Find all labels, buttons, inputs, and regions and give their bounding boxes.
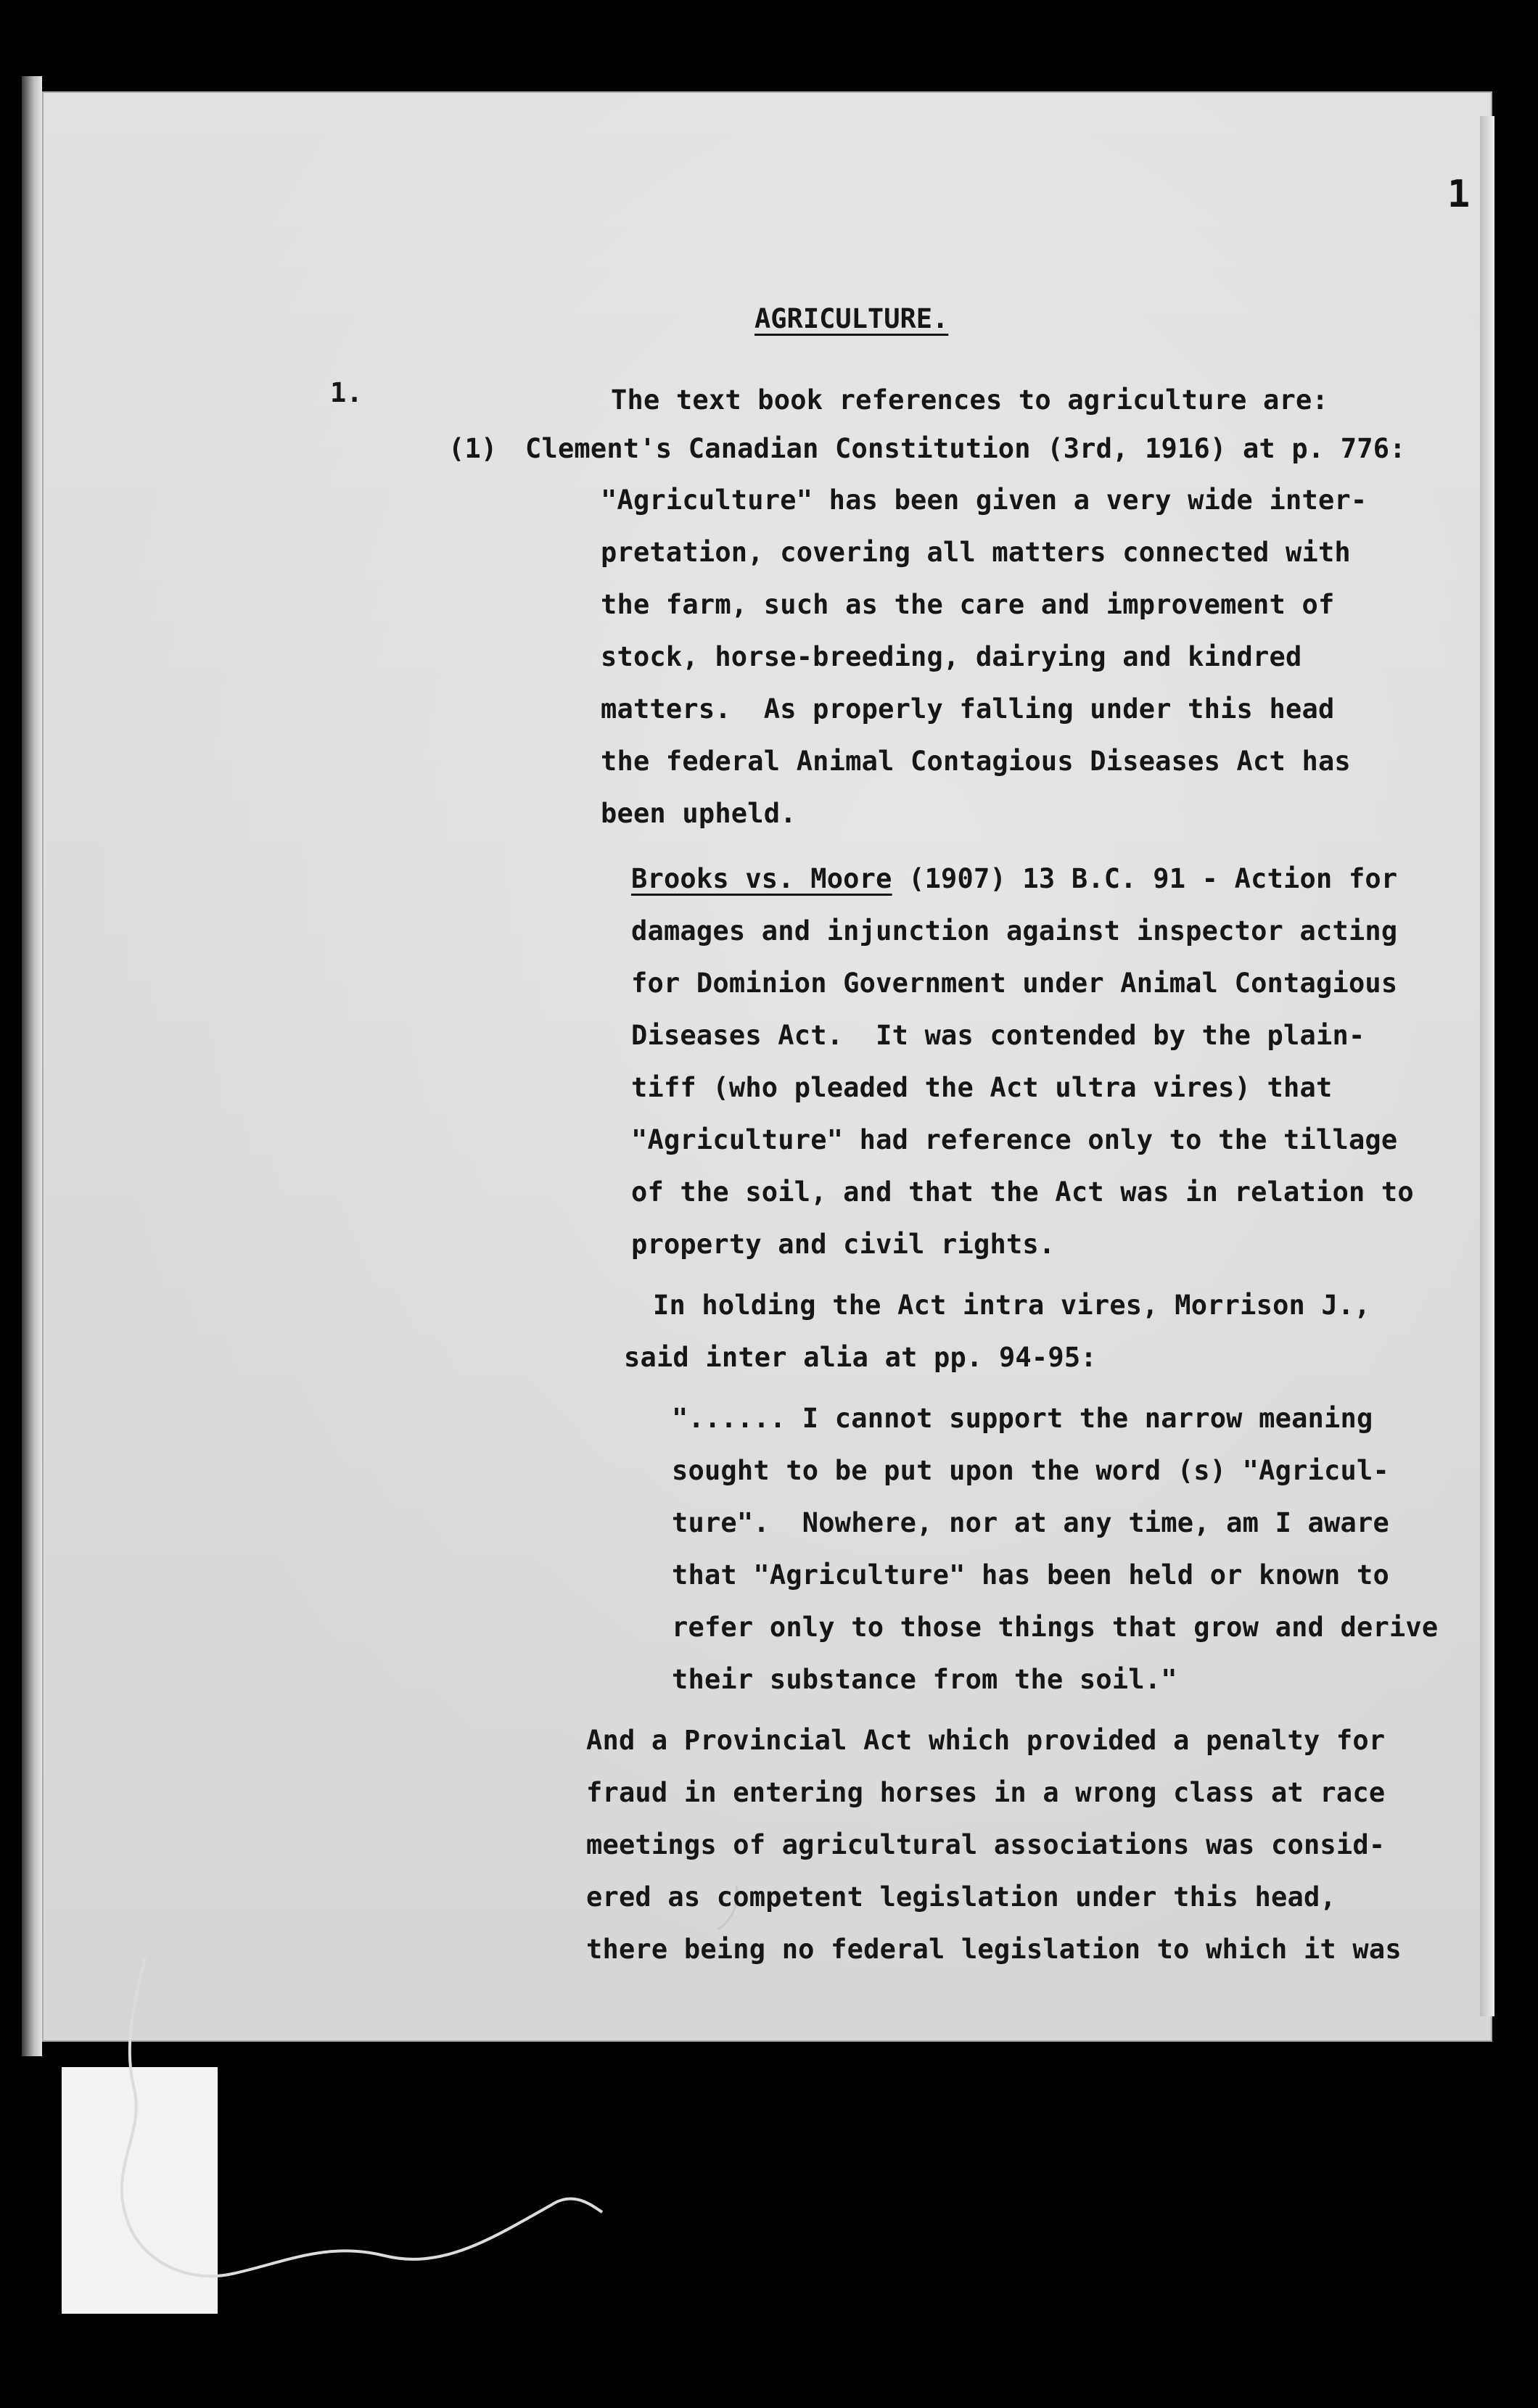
quote-line: pretation, covering all matters connected with	[601, 537, 1351, 568]
holding-line: said inter alia at pp. 94-95:	[624, 1342, 1097, 1373]
judgment-line: ture". Nowhere, nor at any time, am I aware	[672, 1507, 1389, 1538]
case-line: damages and injunction against inspector acting	[631, 915, 1398, 947]
closing-line: meetings of agricultural associations was consid-	[586, 1829, 1386, 1860]
quote-line: matters. As properly falling under this head	[601, 693, 1335, 725]
judgment-line: refer only to those things that grow and derive	[672, 1612, 1439, 1643]
case-line: property and civil rights.	[631, 1229, 1056, 1260]
quote-line: stock, horse-breeding, dairying and kindred	[601, 641, 1302, 672]
judgment-line: sought to be put upon the word (s) "Agricul-	[672, 1455, 1389, 1486]
closing-line: And a Provincial Act which provided a penalty for	[586, 1725, 1386, 1756]
quote-line: been upheld.	[601, 798, 797, 829]
closing-line: ered as competent legislation under this head,	[586, 1881, 1336, 1913]
intro-line: The text book references to agriculture are:	[611, 384, 1328, 416]
case-citation-line	[631, 863, 1397, 894]
page-title: AGRICULTURE.	[754, 303, 949, 334]
quote-line: the federal Animal Contagious Diseases Act has	[601, 746, 1351, 777]
closing-line: there being no federal legislation to which it was	[586, 1934, 1402, 1965]
judgment-line: "...... I cannot support the narrow meaning	[672, 1403, 1373, 1434]
judgment-line: that "Agriculture" has been held or known to	[672, 1559, 1389, 1591]
quote-line: "Agriculture" has been given a very wide inter-	[601, 485, 1368, 516]
section-number: 1.	[330, 377, 363, 408]
reference-line: Clement's Canadian Constitution (3rd, 1916) at p. 776:	[525, 433, 1406, 464]
case-citation: (1907) 13 B.C. 91 - Action for	[892, 863, 1398, 894]
case-line: Diseases Act. It was contended by the plain-	[631, 1020, 1365, 1051]
case-line: tiff (who pleaded the Act ultra vires) that	[631, 1072, 1333, 1103]
page-number: 1	[1447, 173, 1471, 216]
case-line: "Agriculture" had reference only to the tillage	[631, 1124, 1398, 1155]
closing-line: fraud in entering horses in a wrong class at race	[586, 1777, 1386, 1808]
reference-number: (1)	[448, 433, 498, 464]
holding-line: In holding the Act intra vires, Morrison J.,	[653, 1290, 1370, 1321]
judgment-line: their substance from the soil."	[672, 1664, 1177, 1695]
quote-line: the farm, such as the care and improvement of	[601, 589, 1335, 620]
case-name: Brooks vs. Moore	[631, 863, 892, 894]
case-line: for Dominion Government under Animal Contagious	[631, 968, 1398, 999]
case-line: of the soil, and that the Act was in relation to	[631, 1176, 1414, 1208]
